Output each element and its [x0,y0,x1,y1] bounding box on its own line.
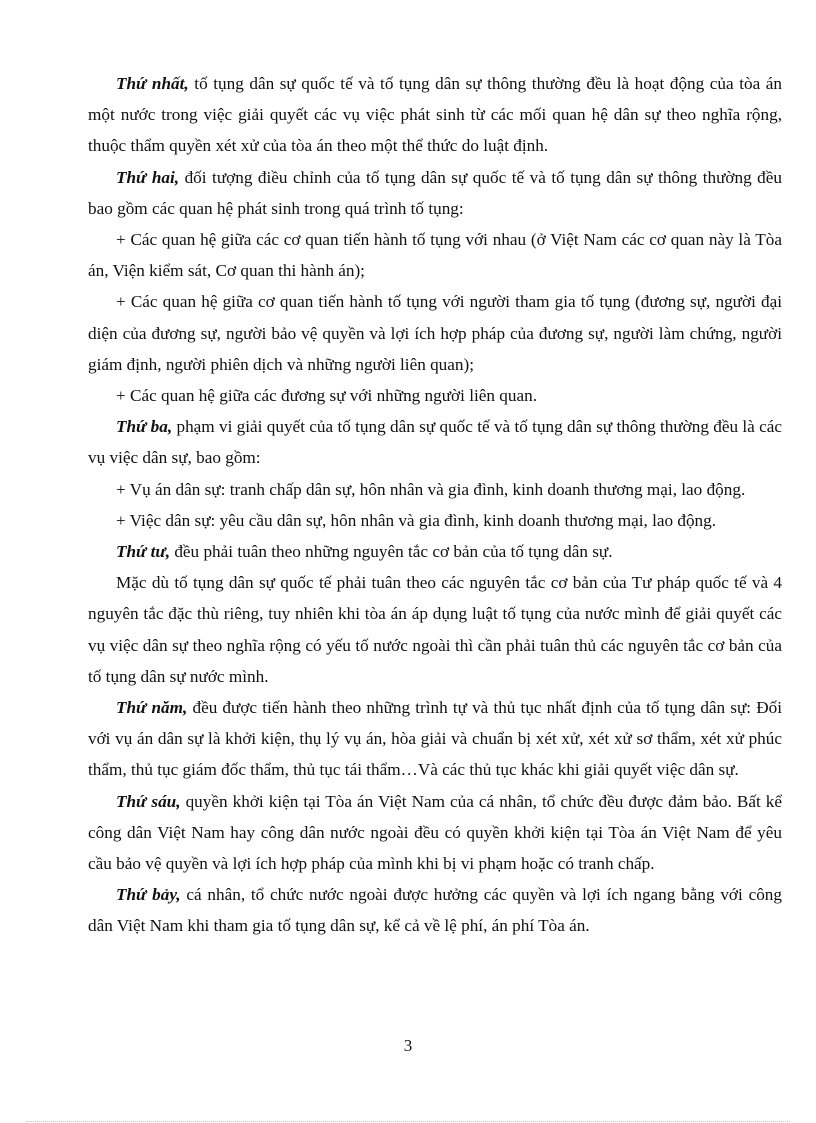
paragraph-text: đối tượng điều chỉnh của tố tụng dân sự quốc tế và tố tụng dân sự thông thường đều bao gồm các quan hệ phát sinh trong quá trình tố tụng: [88,167,782,218]
paragraph [88,411,782,473]
paragraph-text: cá nhân, tổ chức nước ngoài được hưởng các quyền và lợi ích ngang bằng với công dân Việt Nam khi tham gia tố tụng dân sự, kể cả về lệ phí, án phí Tòa án. [88,885,782,936]
paragraph [88,162,782,224]
paragraph [88,786,782,880]
paragraph [88,68,782,162]
document-body [88,68,782,942]
paragraph-lead: Thứ ba, [116,417,173,437]
list-item [88,505,782,536]
paragraph-lead: Thứ nhất, [116,74,189,93]
paragraph-text: quyền khởi kiện tại Tòa án Việt Nam của cá nhân, tổ chức đều được đảm bảo. Bất kể công dân Việt Nam hay công dân nước ngoài đều có quyền khởi kiện tại Tòa án Việt Nam để yêu cầu bảo vệ quyền và lợi ích hợp pháp của mình khi bị vi phạm hoặc có tranh chấp. [88,791,782,874]
paragraph-lead: Thứ năm, [116,698,188,718]
paragraph-text: phạm vi giải quyết của tố tụng dân sự quốc tế và tố tụng dân sự thông thường đều là các vụ việc dân sự, bao gồm: [88,417,783,468]
list-item-text: + Các quan hệ giữa cơ quan tiến hành tố tụng với người tham gia tố tụng (đương sự, người đại diện của đương sự, người bảo vệ quyền và lợi ích hợp pháp của đương sự, người làm chứng, người giám định, người phiên dịch và những người liên quan); [88,292,782,374]
paragraph-text: tố tụng dân sự quốc tế và tố tụng dân sự thông thường đều là hoạt động của tòa án một nước trong việc giải quyết các vụ việc phát sinh từ các mối quan hệ dân sự theo nghĩa rộng, thuộc thẩm quyền xét xử của tòa án theo một thể thức do luật định. [88,74,782,156]
list-item [88,224,782,286]
list-item [88,474,782,505]
paragraph-text: Mặc dù tố tụng dân sự quốc tế phải tuân theo các nguyên tắc cơ bản của Tư pháp quốc tế và 4 nguyên tắc đặc thù riêng, tuy nhiên khi tòa án áp dụng luật tố tụng của nước mình để giải quyết các vụ việc dân sự theo nghĩa rộng có yếu tố nước ngoài thì cần phải tuân thủ các nguyên tắc cơ bản của tố tụng dân sự nước mình. [88,573,782,686]
page-number: 3 [403,1036,413,1055]
paragraph-text: đều phải tuân theo những nguyên tắc cơ bản của tố tụng dân sự. [170,542,613,562]
paragraph-lead: Thứ hai, [116,167,180,187]
paragraph [88,692,782,786]
paragraph-lead: Thứ bảy, [116,885,181,905]
paragraph [88,879,782,941]
list-item [88,286,782,380]
list-item-text: + Việc dân sự: yêu cầu dân sự, hôn nhân và gia đình, kinh doanh thương mại, lao động. [116,510,717,530]
paragraph-lead: Thứ sáu, [116,791,181,811]
paragraph [88,536,782,567]
list-item-text: + Các quan hệ giữa các cơ quan tiến hành tố tụng với nhau (ở Việt Nam các cơ quan này là Tòa án, Viện kiểm sát, Cơ quan thi hành án); [88,230,782,281]
list-item-text: + Vụ án dân sự: tranh chấp dân sự, hôn nhân và gia đình, kinh doanh thương mại, lao động. [116,479,746,499]
paragraph-lead: Thứ tư, [116,542,171,562]
list-item-text: + Các quan hệ giữa các đương sự với những người liên quan. [116,386,537,406]
paragraph [88,567,782,692]
list-item [88,380,782,411]
paragraph-text: đều được tiến hành theo những trình tự và thủ tục nhất định của tố tụng dân sự: Đối với vụ án dân sự là khởi kiện, thụ lý vụ án, hòa giải và chuẩn bị xét xử, xét xử sơ thẩm, xét xử phúc thẩm, thủ tục giám đốc thẩm, thủ tục tái thẩm…Và các thủ tục khác khi giải quyết việc dân sự. [88,698,782,780]
page-bottom-divider [26,1121,790,1122]
